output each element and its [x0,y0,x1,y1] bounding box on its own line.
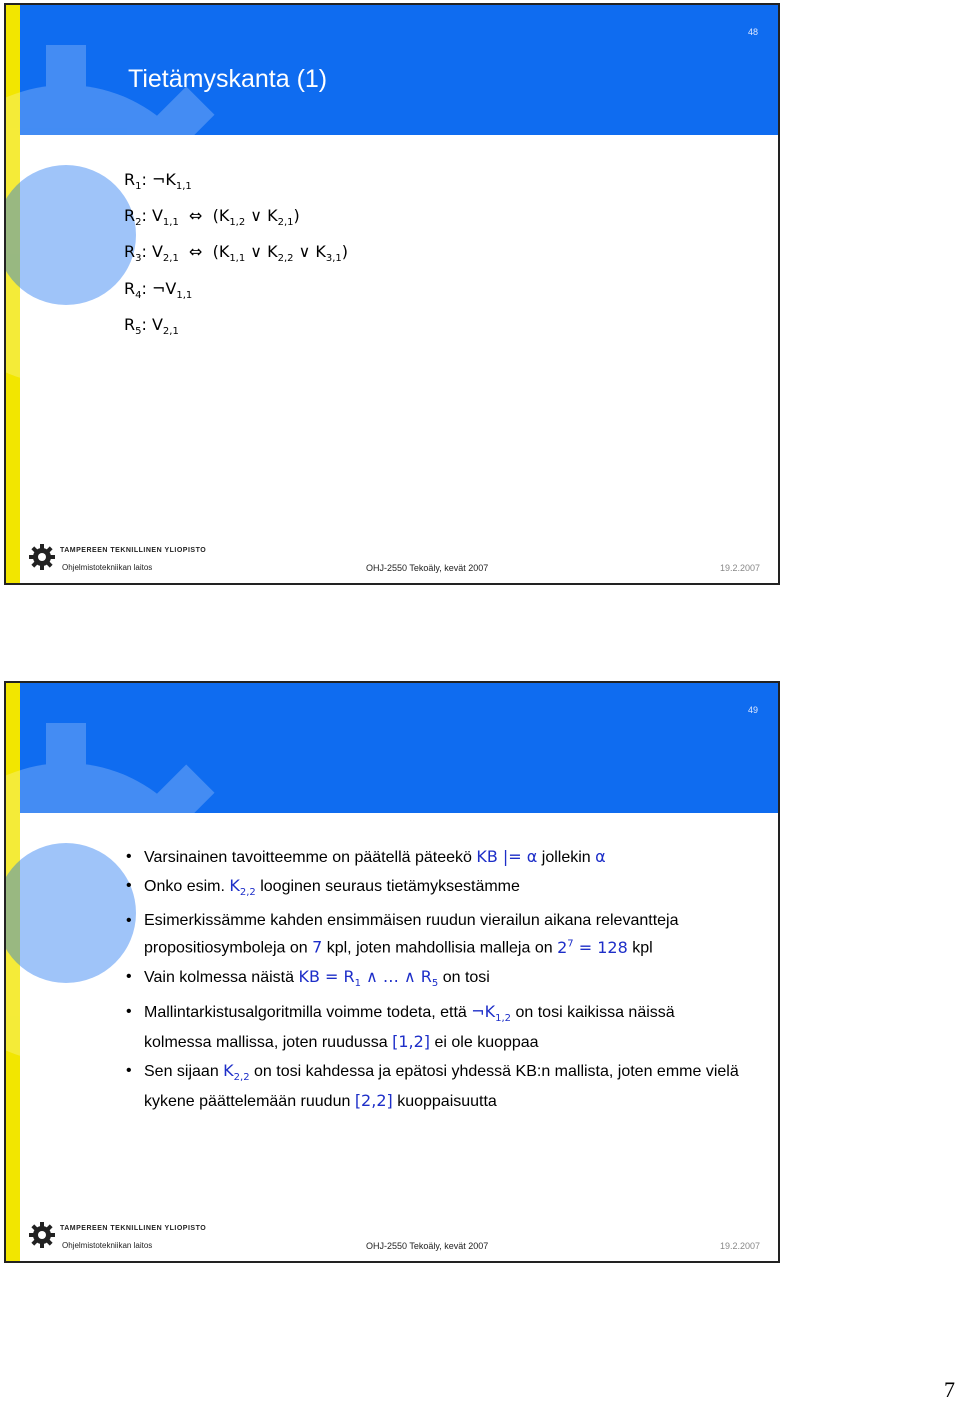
rule-r3: $R_3$: $V_{2,1}$ ⇔ ($K_{1,1}$ ∨ $K_{2,2}$ ∨ $K_{3,1}$) [124,242,349,265]
rule-list [124,165,348,346]
university-name: TAMPEREEN TEKNILLINEN YLIOPISTO [60,547,207,554]
course-name: OHJ-2550 Tekoäly, kevät 2007 [366,563,489,573]
bullet-item: • Varsinainen tavoitteemme on päätellä päteekö KB |= α jollekin α [126,845,746,869]
slide-footer [6,1221,778,1261]
rule-r1: $R_1$: $\neg K_{1,1}$ [124,170,192,193]
slide-title: Tietämyskanta (1) [128,65,328,93]
department-name: Ohjelmistotekniikan laitos [62,563,153,572]
bullet-item: • Mallintarkistusalgoritmilla voimme todeta, että $\neg K_{1,2}$ on tosi kaikissa näissä kolmessa mallissa, joten ruudussa [1,2] ei ole kuoppaa [126,1000,746,1054]
bullet-item: • Vain kolmessa näistä KB = $R_1$ ∧ … ∧ $R_5$ on tosi [126,965,746,995]
slide-date: 19.2.2007 [720,1241,761,1251]
bullet-item: • Onko esim. $K_{2,2}$ looginen seuraus tietämyksestämme [126,874,746,904]
slide-date: 19.2.2007 [720,563,761,573]
university-logo-icon [28,543,56,571]
bullet-item: • Sen sijaan $K_{2,2}$ on tosi kahdessa ja epätosi yhdessä KB:n mallista, joten emme vielä kykene päättelemään ruudun [2,2] kuoppaisuutta [126,1059,746,1113]
university-name: TAMPEREEN TEKNILLINEN YLIOPISTO [60,1225,207,1232]
slide-49 [4,681,780,1263]
slide-footer [6,543,778,583]
bullet-list [126,845,746,1118]
rule-r5: $R_5$: $V_{2,1}$ [124,314,179,337]
slide-48 [4,3,780,585]
rule-r2: $R_2$: $V_{1,1}$ ⇔ ($K_{1,2}$ ∨ $K_{2,1}$) [124,206,300,229]
slide-number: 48 [747,27,758,37]
rule-r4: $R_4$: $\neg V_{1,1}$ [124,278,193,301]
course-name: OHJ-2550 Tekoäly, kevät 2007 [366,1241,489,1251]
bullet-item: • Esimerkissämme kahden ensimmäisen ruudun vierailun aikana relevantteja propositiosymboleja on 7 kpl, joten mahdollisia malleja on $2^7 = 128$ kpl [126,909,746,959]
page-number: 7 [944,1377,955,1402]
university-logo-icon [28,1221,56,1249]
slide-number: 49 [747,705,758,715]
department-name: Ohjelmistotekniikan laitos [62,1241,153,1250]
